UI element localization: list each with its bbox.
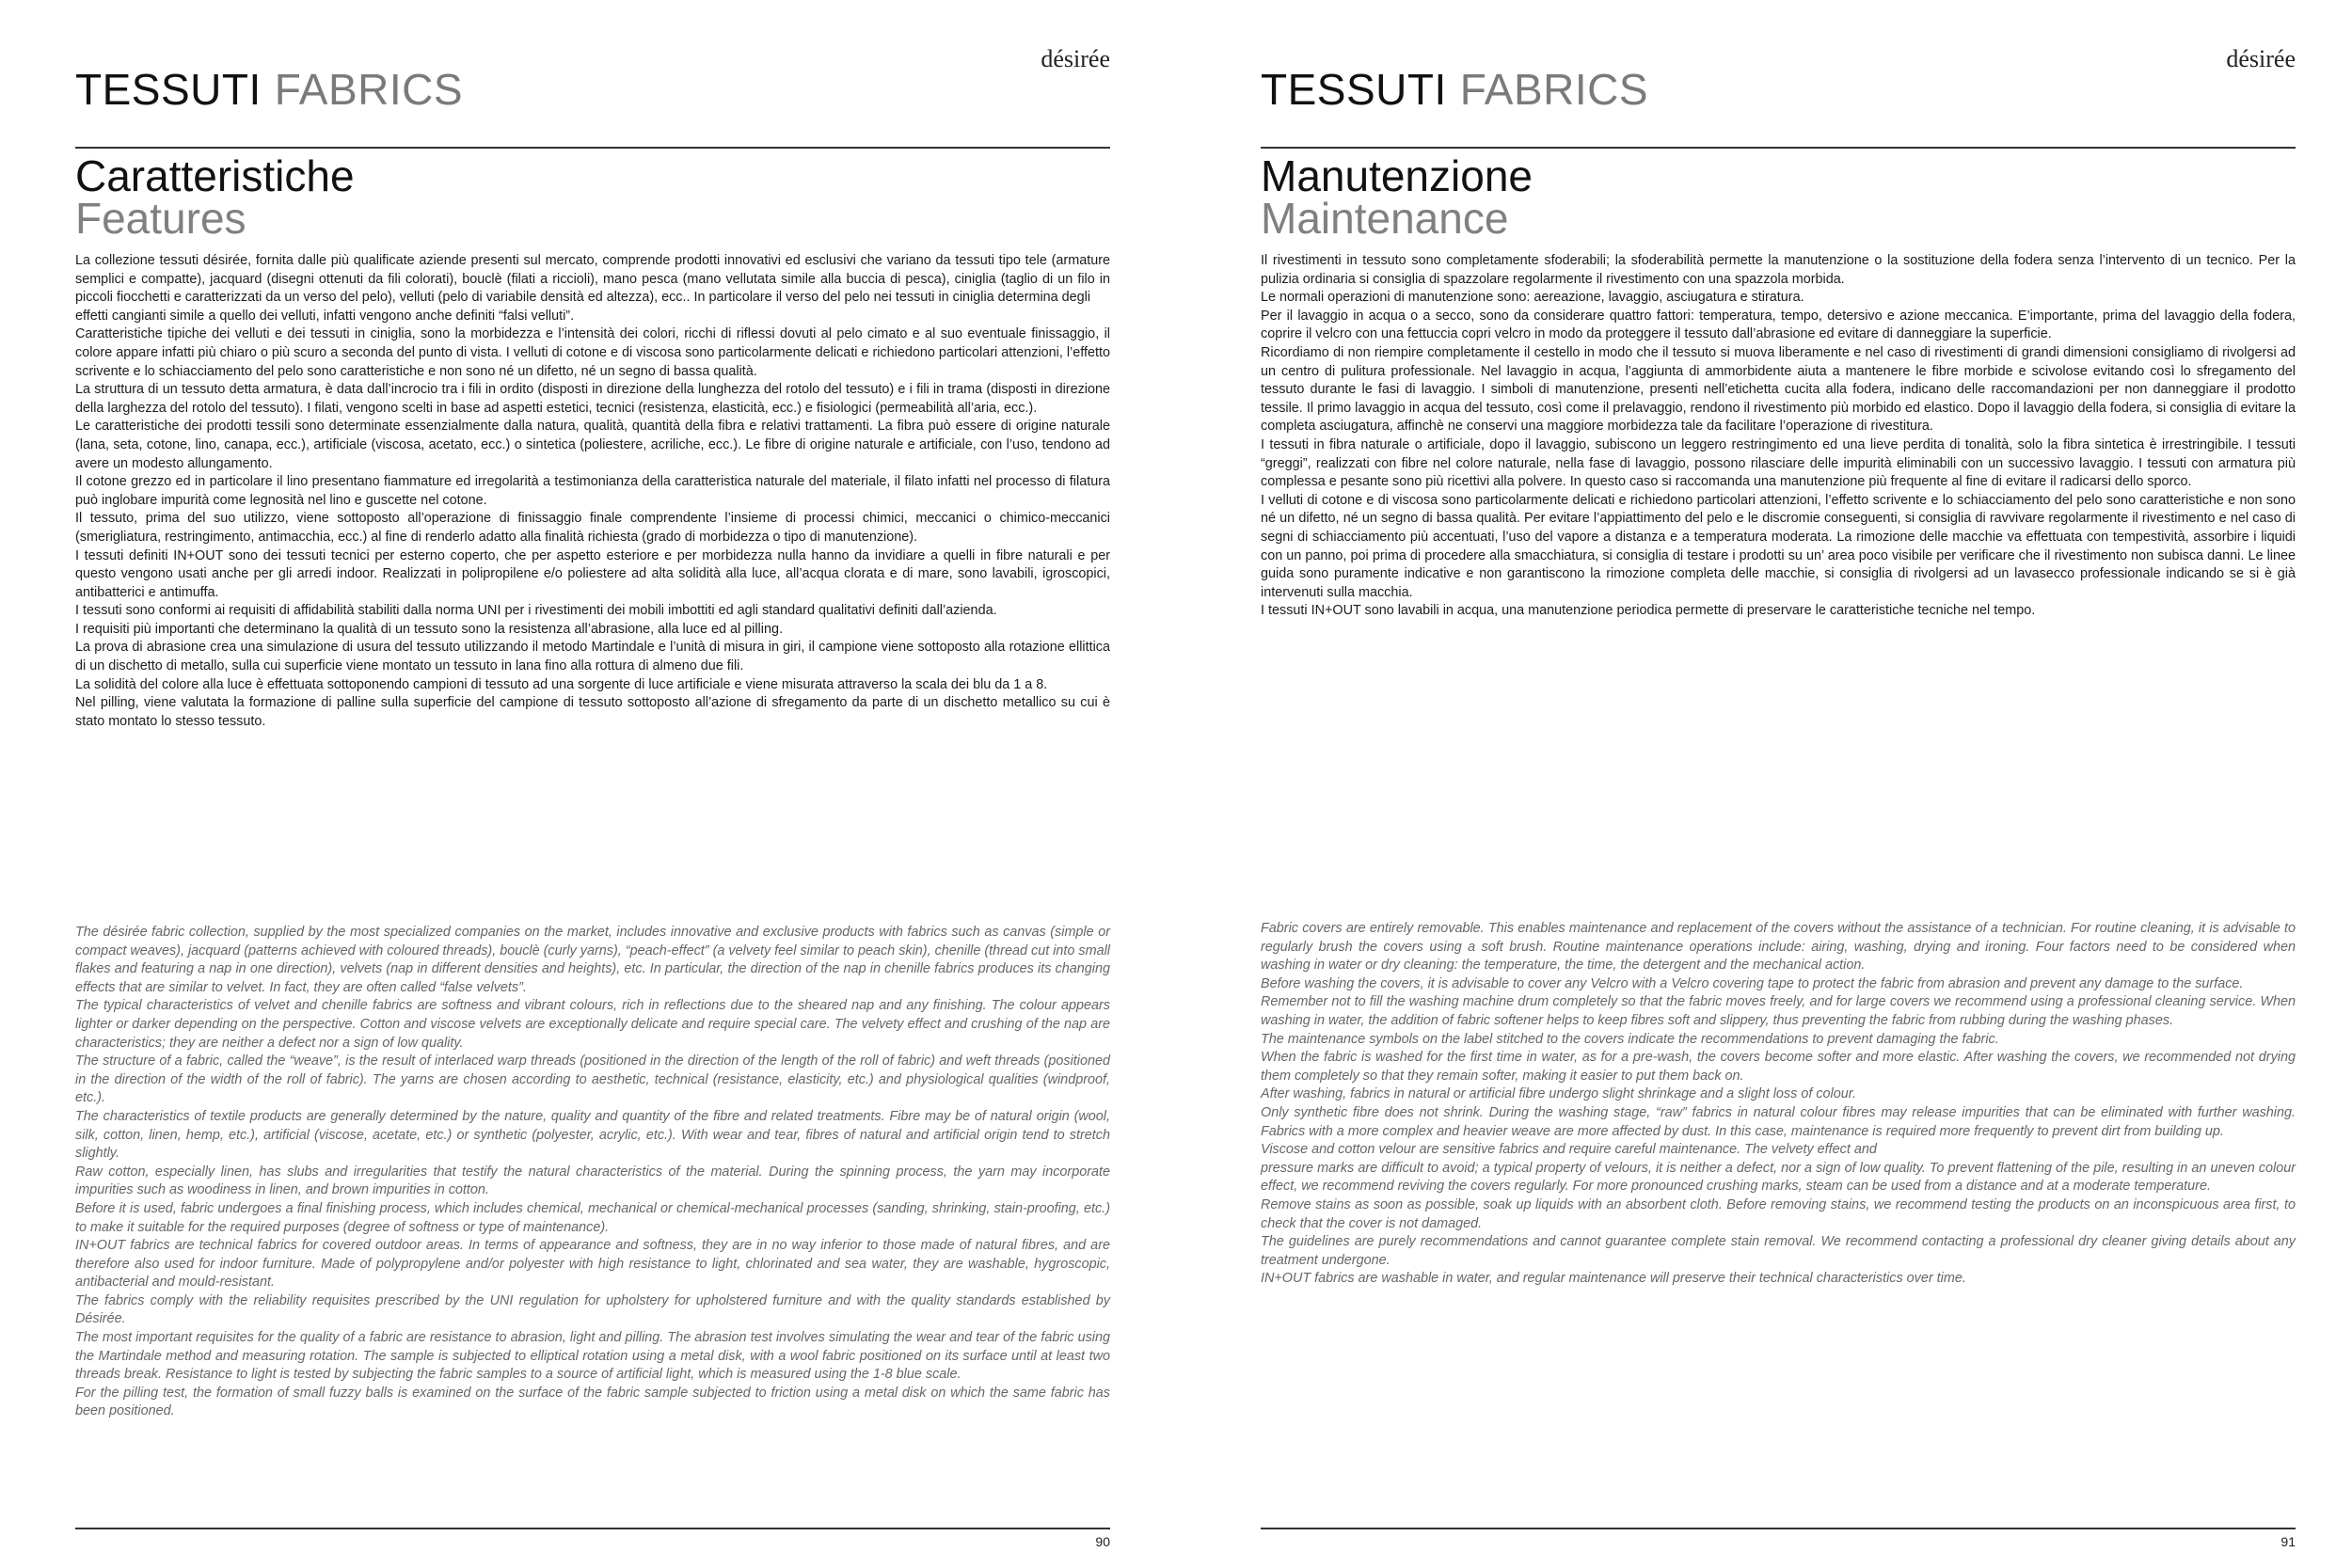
paragraph: Il rivestimenti in tessuto sono completamente sfoderabili; la sfoderabilità permette la manutenzione o la sostituzione della fodera senza l’intervento di un tecnico. Per la pulizia ordinaria si consiglia di spazzolare regolarmente il rivestimento con una spazzola morbida. [1261,253,2296,287]
paragraph: Ricordiamo di non riempire completamente il cestello in modo che il tessuto si muova liberamente e nel caso di rivestimenti di grandi dimensioni consigliamo di rivolgersi ad un centro di pulitura professionale. Nel lavaggio in acqua, l’aggiunta di ammorbidente aiuta a mantenere le fibre morbide e scivolose evitando così lo sfregamento del tessuto durante le fasi di lavaggio. I simboli di manutenzione, presenti nell’etichetta cucita alla fodera, indicano delle raccomandazioni per non danneggiare il prodotto tessile. Il primo lavaggio in acqua del tessuto, così come il prelavaggio, rendono il rivestimento più morbido ed elastico. Dopo il lavaggio della fodera, si consiglia di evitare la completa asciugatura, affinchè ne conservi una maggiore morbidezza tale da facilitare l’operazione di rivestitura. [1261,344,2296,435]
paragraph: I tessuti sono conformi ai requisiti di affidabilità stabiliti dalla norma UNI per i rivestimenti dei mobili imbottiti ed agli standard qualitativi definiti dall’azienda. [75,603,997,619]
paragraph: The maintenance symbols on the label stitched to the covers indicate the recommendations to prevent damaging the fabric. [1261,1031,1999,1047]
paragraph: Nel pilling, viene valutata la formazione di palline sulla superficie del campione di tessuto sottoposto all’azione di sfregamento da parte di un dischetto metallico su cui è stato montato lo stesso tessuto. [75,695,1110,729]
paragraph: I requisiti più importanti che determinano la qualità di un tessuto sono la resistenza all’abrasione, alla luce ed al pilling. [75,621,783,637]
paragraph: Per il lavaggio in acqua o a secco, sono da considerare quattro fattori: temperatura, tempo, detersivo e azione meccanica. E’importante, prima del lavaggio della fodera, coprire il velcro con una fettuccia copri velcro in modo da proteggere il tessuto dall’abrasione ed evitare di danneggiare la superficie. [1261,308,2296,342]
paragraph: La collezione tessuti désirée, fornita dalle più qualificate aziende presenti sul mercato, comprende prodotti innovativi ed esclusivi che variano da tessuti tipo tele (armature semplici e compatte), jacquard (disegni ottenuti da fili colorati), bouclè (filati a riccioli), mano pesca (mano vellutata simile alla buccia di pesca), ciniglia (taglio di un filo in piccoli fiocchetti e caratterizzati da un verso del pelo), velluti (pelo di variabile densità ed altezza), ecc.. In particolare il verso del pelo nei tessuti in ciniglia determina degli [75,253,1110,306]
body-text-italian [75,252,1110,731]
header-divider [75,147,1110,149]
paragraph: After washing, fabrics in natural or artificial fibre undergo slight shrinkage and a slight loss of colour. [1261,1086,1856,1102]
paragraph: La struttura di un tessuto detta armatura, è data dall’incrocio tra i fili in ordito (disposti in direzione della lunghezza del rotolo del tessuto) e i fili in trama (disposti in direzione della larghezza del rotolo del tessuto). I filati, vengono scelti in base ad aspetti estetici, tecnici (resistenza, elasticità, ecc.) e fisiologici (permeabilità all’aria, ecc.). [75,382,1110,416]
paragraph: Caratteristiche tipiche dei velluti e dei tessuti in ciniglia, sono la morbidezza e l’intensità dei colori, ricchi di riflessi dovuti al pelo cimato e al suo eventuale finissaggio, il colore appare infatti più chiaro o più scuro a seconda del punto di vista. I velluti di cotone e di viscosa sono particolarmente delicati e richiedono particolari attenzioni, l’effetto scrivente e lo schiacciamento del pelo sono caratteristiche e non sono né un difetto, né un segno di bassa qualità. [75,326,1110,379]
paragraph: Il tessuto, prima del suo utilizzo, viene sottoposto all’operazione di finissaggio finale comprendente l’insieme di processi chimici, meccanici o chimico-meccanici (smerigliatura, restringimento, antimacchia, ecc.) al fine di renderlo adatto alla finalità richiesta (grado di morbidezza o tipo di manutenzione). [75,511,1110,545]
header-english: FABRICS [1459,65,1649,114]
page-title-italian: Caratteristiche [75,151,355,200]
paragraph: For the pilling test, the formation of small fuzzy balls is examined on the surface of the fabric sample subjected to friction using a metal disk on which the same fabric has been positioned. [75,1385,1110,1419]
paragraph: Il cotone grezzo ed in particolare il lino presentano fiammature ed irregolarità a testimonianza della caratteristica naturale del materiale, il filato infatti nel processo di filatura può inglobare impurità come legnosità nel lino e guscette nel cotone. [75,474,1110,508]
header-italian: TESSUTI [75,65,262,114]
paragraph: I velluti di cotone e di viscosa sono particolarmente delicati e richiedono particolari attenzioni, l’effetto scrivente e lo schiacciamento del pelo sono caratteristiche e non sono né un difetto, né un segno di bassa qualità. Per evitare l’appiattimento del pelo e le discromie conseguenti, si consiglia di ravvivare regolarmente il rivestimento e nel caso di segni di schiacciamento più accentuati, l’uso del vapore a distanza e a temperatura moderata. La rimozione delle macchie va effettuata con tempestività, assorbire i liquidi con un panno, poi prima di procedere alla smacchiatura, si consiglia di testare i prodotti su un’ area poco visibile per verificare che il rivestimento non subisca danni. Le linee guida sono puramente indicative e non garantiscono la rimozione completa delle macchie, si consiglia di rivolgersi ad un lavasecco professionale indicando se si è già intervenuti sulla macchia. [1261,492,2296,600]
paragraph: I tessuti in fibra naturale o artificiale, dopo il lavaggio, subiscono un leggero restringimento ed una lieve perdita di tonalità, solo la fibra sintetica è irrestringibile. I tessuti “greggi”, realizzati con fibre nel colore naturale, nella fase di lavaggio, possono rilasciare delle impurità eliminabili con un successivo lavaggio. I tessuti con armatura più complessa e pesante sono più ricettivi alla polvere. In questo caso si raccomanda una manutenzione più frequente al fine di evitare il radicarsi dello sporco. [1261,436,2296,490]
paragraph: Only synthetic fibre does not shrink. During the washing stage, “raw” fabrics in natural colour fibres may release impurities that can be eliminated with further washing. Fabrics with a more complex and heavier weave are more affected by dust. In this case, maintenance is required more frequently to prevent dirt from building up. [1261,1104,2296,1139]
paragraph: Viscose and cotton velour are sensitive fabrics and require careful maintenance. The velvety effect and [1261,1142,1877,1158]
paragraph: The most important requisites for the quality of a fabric are resistance to abrasion, light and pilling. The abrasion test involves simulating the wear and tear of the fabric using the Martindale method and measuring rotation. The sample is subjected to elliptical rotation using a metal disk, with a wool fabric positioned on its surface until at least two threads break. Resistance to light is tested by subjecting the fabric samples to a source of artificial light, which is measured using the 1-8 blue scale. [75,1330,1110,1383]
body-text-italian [1261,252,2296,621]
brand-name: désirée [1041,45,1110,72]
paragraph: IN+OUT fabrics are washable in water, and regular maintenance will preserve their technical characteristics over time. [1261,1271,1966,1287]
paragraph: La prova di abrasione crea una simulazione di usura del tessuto utilizzando il metodo Martindale e l’unità di misura in giri, il campione viene sottoposto alla rotazione ellittica di un dischetto di metallo, sulla cui superficie viene montato un tessuto in lana fino alla rottura di almeno due fili. [75,640,1110,674]
paragraph: The guidelines are purely recommendations and cannot guarantee complete stain removal. We recommend contacting a professional dry cleaner giving details about any treatment undergone. [1261,1234,2296,1268]
page-number: 91 [2280,1534,2296,1549]
paragraph: Remove stains as soon as possible, soak up liquids with an absorbent cloth. Before removing stains, we recommend testing the products on an inconspicuous area first, to check that the cover is not damaged. [1261,1196,2296,1231]
paragraph: Raw cotton, especially linen, has slubs and irregularities that testify the natural characteristics of the material. During the spinning process, the yarn may incorporate impurities such as woodiness in linen, and brown impurities in cotton. [75,1164,1110,1198]
paragraph: Le caratteristiche dei prodotti tessili sono determinate essenzialmente dalla natura, qualità, quantità della fibra e relativi trattamenti. La fibra può essere di origine naturale (lana, seta, cotone, lino, canapa, ecc.), artificiale (viscosa, acetato, ecc.) o sintetica (poliestere, acriliche, ecc.). Le fibre di origine naturale e artificiale, con l’uso, tendono ad avere un modesto allungamento. [75,419,1110,471]
paragraph: Fabric covers are entirely removable. This enables maintenance and replacement of the covers without the assistance of a technician. For routine cleaning, it is advisable to regularly brush the covers using a soft brush. Routine maintenance operations include: airing, washing, drying and ironing. Four factors need to be considered when washing in water or dry cleaning: the temperature, the time, the detergent and the mechanical action. [1261,921,2296,974]
header-italian: TESSUTI [1261,65,1447,114]
paragraph: The désirée fabric collection, supplied by the most specialized companies on the market, includes innovative and exclusive products with fabrics such as canvas (simple or compact weaves), jacquard (patterns achieved with coloured threads), bouclè (curly yarns), “peach-effect” (a velvety feel similar to peach skin), chenille (thread cut into small flakes and featuring a nap in one direction), velvets (nap in different densities and heights), etc. In particular, the direction of the nap in chenille fabrics produces its changing effects that are similar to velvet. In fact, they are often called “false velvets”. [75,925,1110,995]
paragraph: The characteristics of textile products are generally determined by the nature, quality and quantity of the fibre and related treatments. Fibre may be of natural origin (wool, silk, cotton, linen, hemp, etc.), artificial (viscose, acetate, etc.) or synthetic (polyester, acrylic, etc.). With wear and tear, fibres of natural and artificial origin tend to stretch slightly. [75,1108,1110,1162]
section-header [1261,64,1648,115]
page-title-italian: Manutenzione [1261,151,1533,200]
paragraph: The fabrics comply with the reliability requisites prescribed by the UNI regulation for upholstery for upholstered furniture and with the quality standards established by Désirée. [75,1292,1110,1327]
paragraph: The typical characteristics of velvet and chenille fabrics are softness and vibrant colours, rich in reflections due to the sheared nap and any finishing. The colour appears lighter or darker depending on the perspective. Cotton and viscose velvets are exceptionally delicate and require special care. The velvety effect and crushing of the nap are characteristics; they are neither a defect nor a sign of low quality. [75,998,1110,1051]
body-text-english [75,924,1110,1421]
paragraph: La solidità del colore alla luce è effettuata sottoponendo campioni di tessuto ad una sorgente di luce artificiale e viene misurata attraverso la scala dei blu da 1 a 8. [75,676,1048,692]
right-page [1261,0,2296,1568]
paragraph: Before washing the covers, it is advisable to cover any Velcro with a Velcro covering tape to protect the fabric from abrasion and prevent any damage to the surface. [1261,975,2244,991]
paragraph: Before it is used, fabric undergoes a final finishing process, which includes chemical, mechanical or chemical-mechanical processes (sanding, shrinking, stain-proofing, etc.) to make it suitable for the required purposes (degree of softness or type of maintenance). [75,1200,1110,1235]
page-number: 90 [1095,1534,1110,1549]
page-title-english: Maintenance [1261,194,1509,243]
paragraph: When the fabric is washed for the first time in water, as for a pre-wash, the covers become softer and more elastic. After washing the covers, we recommended not drying them completely so that they remain softer, making it easier to put them back on. [1261,1050,2296,1084]
paragraph: IN+OUT fabrics are technical fabrics for covered outdoor areas. In terms of appearance and softness, they are in no way inferior to those made of natural fibres, and are therefore also used for indoor furniture. Made of polypropylene and/or polyester with high resistance to light, chlorinated and sea water, they are washable, hygroscopic, antibacterial and mould-resistant. [75,1238,1110,1291]
footer-divider [1261,1528,2296,1529]
section-header [75,64,463,115]
paragraph: I tessuti IN+OUT sono lavabili in acqua, una manutenzione periodica permette di preservare le caratteristiche tecniche nel tempo. [1261,603,2036,619]
footer-divider [75,1528,1110,1529]
left-page [75,0,1110,1568]
body-text-english [1261,920,2296,1289]
paragraph: pressure marks are difficult to avoid; a typical property of velours, it is neither a defect, nor a sign of low quality. To prevent flattening of the pile, resulting in an uneven colour effect, we recommend reviving the covers regularly. For more pronounced crushing marks, steam can be used from a distance and at a moderate temperature. [1261,1160,2296,1195]
paragraph: I tessuti definiti IN+OUT sono dei tessuti tecnici per esterno coperto, che per aspetto esteriore e per morbidezza nulla hanno da invidiare a quelli in fibre naturali e per questo vengono usati anche per gli arredi indoor. Realizzati in polipropilene e/o poliestere ad alta solidità alla luce, all’acqua clorata e di mare, sono lavabili, igroscopici, antibatterici e antimuffa. [75,547,1110,600]
brand-name: désirée [2226,45,2296,72]
paragraph: The structure of a fabric, called the “weave”, is the result of interlaced warp threads (positioned in the direction of the length of the roll of fabric) and weft threads (positioned in the direction of the width of the roll of fabric). The yarns are chosen according to aesthetic, technical (resistance, elasticity, etc.) and physiological qualities (windproof, etc.). [75,1053,1110,1106]
page-title-english: Features [75,194,246,243]
header-divider [1261,147,2296,149]
paragraph: Le normali operazioni di manutenzione sono: aereazione, lavaggio, asciugatura e stiratura. [1261,290,1804,306]
header-english: FABRICS [274,65,464,114]
paragraph: Remember not to fill the washing machine drum completely so that the fabric moves freely, and for large covers we recommend using a professional cleaning service. When washing in water, the addition of fabric softener helps to keep fibres soft and slippery, thus preventing the fabric from rubbing during the washing phases. [1261,994,2296,1028]
paragraph: effetti cangianti simile a quello dei velluti, infatti vengono anche definiti “falsi velluti”. [75,308,575,324]
